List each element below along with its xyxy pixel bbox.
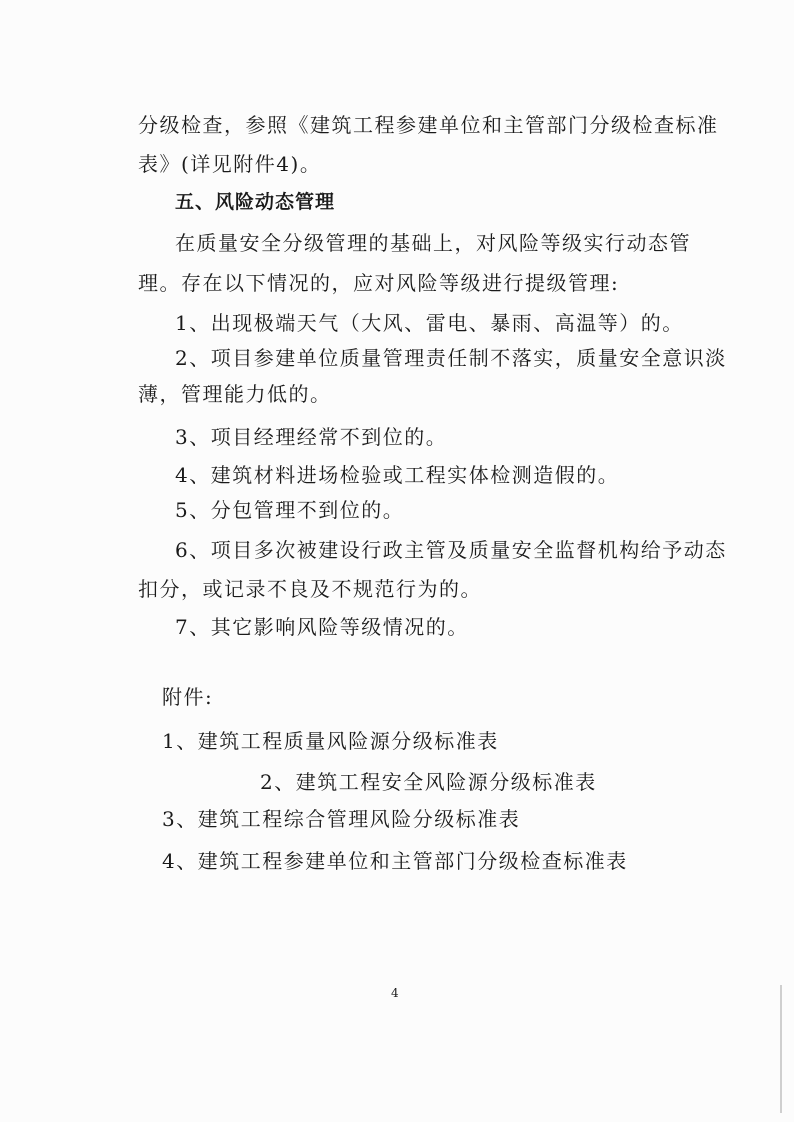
- list-item: 2、项目参建单位质量管理责任制不落实，质量安全意识淡: [175, 346, 727, 370]
- list-item: 5、分包管理不到位的。: [175, 498, 405, 522]
- list-item: 4、建筑材料进场检验或工程实体检测造假的。: [175, 463, 620, 487]
- attachment-item: 2、建筑工程安全风险源分级标准表: [260, 770, 597, 794]
- attachment-item: 1、建筑工程质量风险源分级标准表: [162, 729, 499, 753]
- paragraph-line: 表》(详见附件4)。: [138, 152, 322, 176]
- paragraph-line: 理。存在以下情况的，应对风险等级进行提级管理:: [138, 271, 620, 295]
- list-item-continuation: 薄，管理能力低的。: [138, 382, 332, 406]
- page-number: 4: [391, 986, 399, 1000]
- section-heading: 五、风险动态管理: [175, 191, 336, 213]
- attachment-item: 3、建筑工程综合管理风险分级标准表: [162, 807, 521, 831]
- paragraph-line: 在质量安全分级管理的基础上，对风险等级实行动态管: [175, 231, 691, 255]
- paragraph-line: 分级检查，参照《建筑工程参建单位和主管部门分级检查标准: [138, 113, 719, 137]
- list-item: 3、项目经理经常不到位的。: [175, 425, 448, 449]
- list-item: 1、出现极端天气（大风、雷电、暴雨、高温等）的。: [175, 311, 684, 335]
- list-item: 7、其它影响风险等级情况的。: [175, 615, 469, 639]
- attachments-label: 附件:: [162, 685, 214, 709]
- scan-edge-line: [780, 985, 782, 1113]
- list-item: 6、项目多次被建设行政主管及质量安全监督机构给予动态: [175, 538, 727, 562]
- attachment-item: 4、建筑工程参建单位和主管部门分级检查标准表: [162, 849, 628, 873]
- list-item-continuation: 扣分，或记录不良及不规范行为的。: [138, 577, 482, 601]
